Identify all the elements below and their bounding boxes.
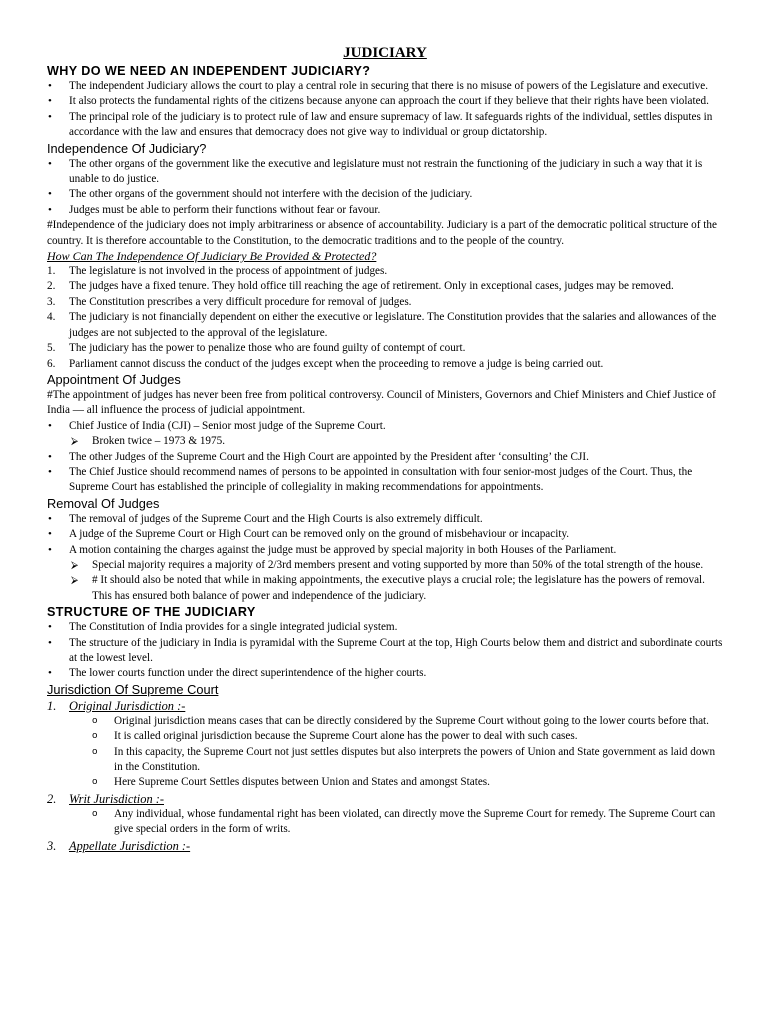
item-text: Any individual, whose fundamental right has been violated, can directly move the Supreme Court for remedy. The Supreme Court can give special orders in the form of writs. <box>114 807 716 836</box>
list-item: • The other organs of the government should not interfere with the decision of the judiciary. <box>47 187 723 202</box>
item-text: Here Supreme Court Settles disputes between Union and States and amongst States. <box>114 776 490 789</box>
section-heading-independence: Independence Of Judiciary? <box>47 140 207 156</box>
note-paragraph: #The appointment of judges has never been free from political controversy. Council of Ministers, Governors and Chief Ministers and Chief Justice of India — all influence the process of judicial appointment. <box>47 388 716 417</box>
item-number: 2. <box>47 280 56 293</box>
item-text: The judges have a fixed tenure. They hold office till reaching the age of retirement. Only in exceptional cases, judges may be removed. <box>69 280 674 293</box>
list-item <box>47 295 723 310</box>
list-item: • The other Judges of the Supreme Court and the High Court are appointed by the President after ‘consulting’ the CJI. <box>47 450 723 465</box>
item-text: In this capacity, the Supreme Court not just settles disputes but also interprets the powers of Union and State government as laid down in the Constitution. <box>114 745 716 774</box>
item-label: Original Jurisdiction :- <box>69 698 186 713</box>
jurisdiction-heading-writ <box>47 791 723 807</box>
arrow-bullet-icon: ⮚ <box>71 436 79 448</box>
item-text: It is called original jurisdiction because the Supreme Court alone has the power to deal with such cases. <box>114 730 578 743</box>
list-item <box>47 357 723 372</box>
list-item: • The principal role of the judiciary is to protect rule of law and ensure supremacy of law. It safeguards rights of the individual, settles disputes in accordance with the law and ensures that democracy does not give way to individual or group dictatorship. <box>47 110 723 141</box>
item-text: # It should also be noted that while in making appointments, the executive plays a crucial role; the legislature has the powers of removal. This has ensured both balance of power and independence of the judiciary. <box>92 574 705 602</box>
list-item <box>47 264 723 279</box>
sub-list-item <box>47 558 723 573</box>
circle-list <box>47 714 723 791</box>
item-number: 4. <box>47 311 56 324</box>
item-number: 5. <box>47 342 56 355</box>
item-number: 1. <box>47 698 57 713</box>
section-heading-need-independent-judiciary: WHY DO WE NEED AN INDEPENDENT JUDICIARY? <box>47 64 371 78</box>
list-item: • Chief Justice of India (CJI) – Senior most judge of the Supreme Court. <box>47 419 723 434</box>
sub-list-item <box>47 775 723 790</box>
bullet-list <box>47 512 723 604</box>
list-item <box>47 341 723 356</box>
list-item: • The independent Judiciary allows the court to play a central role in securing that there is no misuse of powers of the Legislature and executive. <box>47 79 723 94</box>
list-item: • Judges must be able to perform their functions without fear or favour. <box>47 203 723 218</box>
section-heading-structure: STRUCTURE OF THE JUDICIARY <box>47 605 256 620</box>
section-heading-how-protected: How Can The Independence Of Judiciary Be Provided & Protected? <box>47 249 377 264</box>
list-item: • It also protects the fundamental rights of the citizens because anyone can approach the court if they believe that their rights have been violated. <box>47 94 723 109</box>
circle-bullet-icon: o <box>92 808 98 819</box>
bullet-list <box>47 419 723 496</box>
circle-bullet-icon: o <box>92 731 98 742</box>
bullet-list <box>47 620 723 682</box>
list-item <box>47 279 723 294</box>
list-item <box>47 310 723 341</box>
item-number: 3. <box>47 295 56 308</box>
list-item: • The lower courts function under the direct superintendence of the higher courts. <box>47 666 723 681</box>
list-item: • The Constitution of India provides for a single integrated judicial system. <box>47 620 723 635</box>
item-number: 6. <box>47 357 56 370</box>
circle-bullet-icon: o <box>92 715 98 726</box>
list-item: • The structure of the judiciary in India is pyramidal with the Supreme Court at the top, High Courts below them and district and subordinate courts at the lowest level. <box>47 636 723 667</box>
circle-bullet-icon: o <box>92 746 98 757</box>
list-item: • The other organs of the government like the executive and legislature must not restrain the functioning of the judiciary in such a way that it is unable to do justice. <box>47 157 723 188</box>
item-text: Original jurisdiction means cases that can be directly considered by the Supreme Court without going to the lower courts before that. <box>114 714 709 727</box>
item-text: The judiciary has the power to penalize those who are found guilty of contempt of court. <box>69 342 466 355</box>
item-number: 2. <box>47 791 57 806</box>
numbered-list <box>47 264 723 372</box>
sub-list-item <box>47 573 723 604</box>
sub-list-item <box>47 745 723 776</box>
item-text: Parliament cannot discuss the conduct of the judges except when the proceeding to remove a judge is being carried out. <box>69 357 604 370</box>
circle-bullet-icon: o <box>92 777 98 788</box>
item-number: 1. <box>47 265 56 278</box>
item-text: The Constitution prescribes a very difficult procedure for removal of judges. <box>69 295 412 308</box>
item-text: Special majority requires a majority of 2/3rd members present and voting supported by more than 50% of the total strength of the house. <box>92 558 704 571</box>
item-number: 3. <box>47 838 57 853</box>
sub-list-item <box>47 807 723 838</box>
item-text: Broken twice – 1973 & 1975. <box>92 435 225 448</box>
note-paragraph: #Independence of the judiciary does not imply arbitrariness or absence of accountability. Judiciary is a part of the democratic political structure of the country. It is therefore accountable to the Constitution, to the democratic traditions and to the people of the country. <box>47 219 717 247</box>
item-text: The judiciary is not financially dependent on either the executive or legislature. The Constitution provides that the salaries and allowances of the judges are not subjected to the approval of the legislature. <box>69 311 717 339</box>
jurisdiction-heading-original <box>47 698 723 714</box>
arrow-bullet-icon: ⮚ <box>71 559 79 571</box>
sub-list-item <box>47 714 723 729</box>
list-item: • A motion containing the charges against the judge must be approved by special majority in both Houses of the Parliament. <box>47 543 723 558</box>
list-item: • The Chief Justice should recommend names of persons to be appointed in consultation with four senior-most judges of the Court. Thus, the Supreme Court has established the principle of collegiality in making recommendations for appointments. <box>47 465 723 496</box>
sub-list-item <box>47 729 723 744</box>
circle-list <box>47 807 723 838</box>
sub-list-item <box>47 434 723 449</box>
section-heading-appointment: Appointment Of Judges <box>47 371 181 387</box>
page-title: JUDICIARY <box>343 45 427 61</box>
item-label: Appellate Jurisdiction :- <box>69 838 191 853</box>
bullet-list <box>47 157 723 219</box>
list-item: • A judge of the Supreme Court or High Court can be removed only on the ground of misbehaviour or incapacity. <box>47 527 723 542</box>
item-text: The legislature is not involved in the process of appointment of judges. <box>69 265 388 278</box>
section-heading-jurisdiction: Jurisdiction Of Supreme Court <box>47 681 219 697</box>
section-heading-removal: Removal Of Judges <box>47 495 160 511</box>
list-item: • The removal of judges of the Supreme Court and the High Courts is also extremely difficult. <box>47 512 723 527</box>
arrow-bullet-icon: ⮚ <box>71 575 79 587</box>
jurisdiction-heading-appellate <box>47 838 723 854</box>
item-label: Writ Jurisdiction :- <box>69 791 164 806</box>
bullet-list <box>47 79 723 141</box>
